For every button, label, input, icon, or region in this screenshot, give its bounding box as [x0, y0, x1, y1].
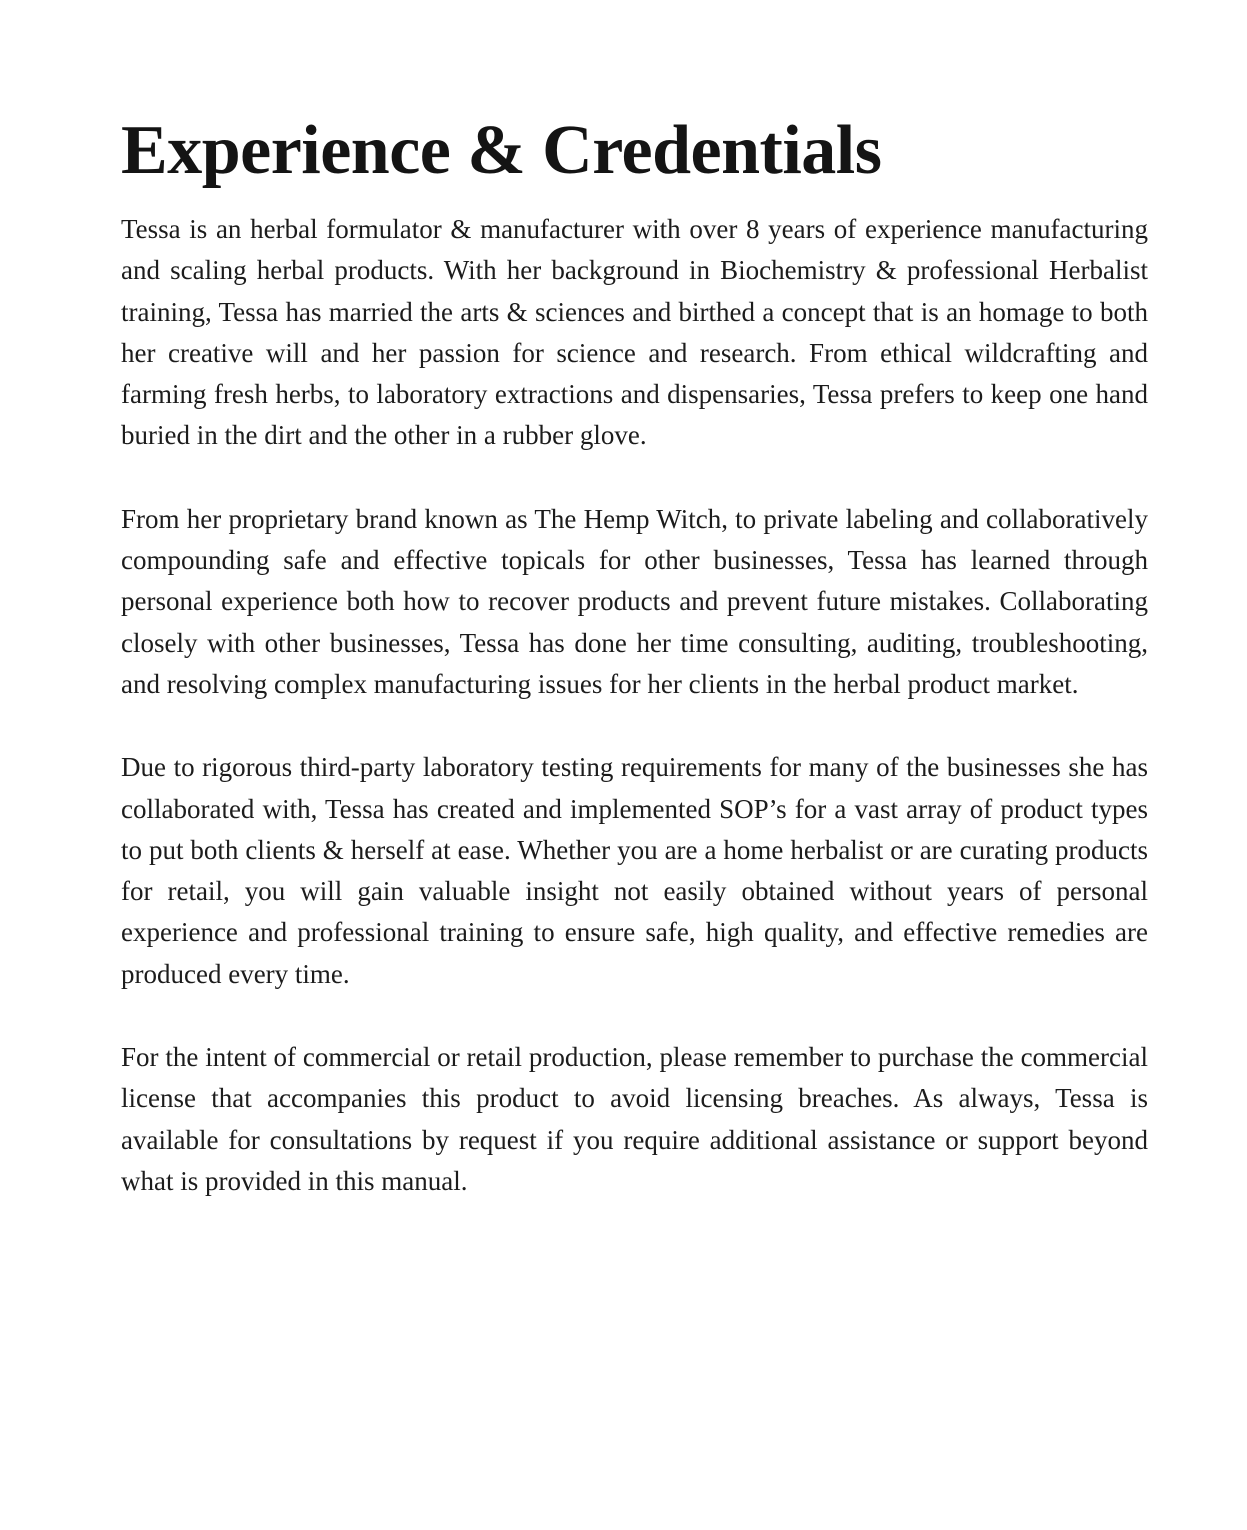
page-title: Experience & Credentials — [121, 112, 882, 189]
body-paragraph: Due to rigorous third-party laboratory testing requirements for many of the businesses she has collaborated with, Tessa has created and implemented SOP’s for a vast array of product types to put both clients & herself at ease. Whether you are a home herbalist or are curating products for retail, you will gain valuable insight not easily obtained without years of personal experience and professional training to ensure safe, high quality, and effective remedies are produced every time. — [121, 752, 1148, 989]
body-paragraph: Tessa is an herbal formulator & manufacturer with over 8 years of experience manufacturing and scaling herbal products. With her background in Biochemistry & professional Herbalist training, Tessa has married the arts & sciences and birthed a concept that is an homage to both her creative will and her passion for science and research. From ethical wildcrafting and farming fresh herbs, to laboratory extractions and dispensaries, Tessa prefers to keep one hand buried in the dirt and the other in a rubber glove. — [121, 214, 1148, 451]
body-paragraph: For the intent of commercial or retail production, please remember to purchase the commercial license that accompanies this product to avoid licensing breaches. As always, Tessa is available for consultations by request if you require additional assistance or support beyond what is provided in this manual. — [121, 1042, 1148, 1196]
body-paragraph: From her proprietary brand known as The Hemp Witch, to private labeling and collaboratively compounding safe and effective topicals for other businesses, Tessa has learned through personal experience both how to recover products and prevent future mistakes. Collaborating closely with other businesses, Tessa has done her time consulting, auditing, troubleshooting, and resolving complex manufacturing issues for her clients in the herbal product market. — [121, 503, 1148, 699]
document-body — [121, 209, 1148, 1202]
